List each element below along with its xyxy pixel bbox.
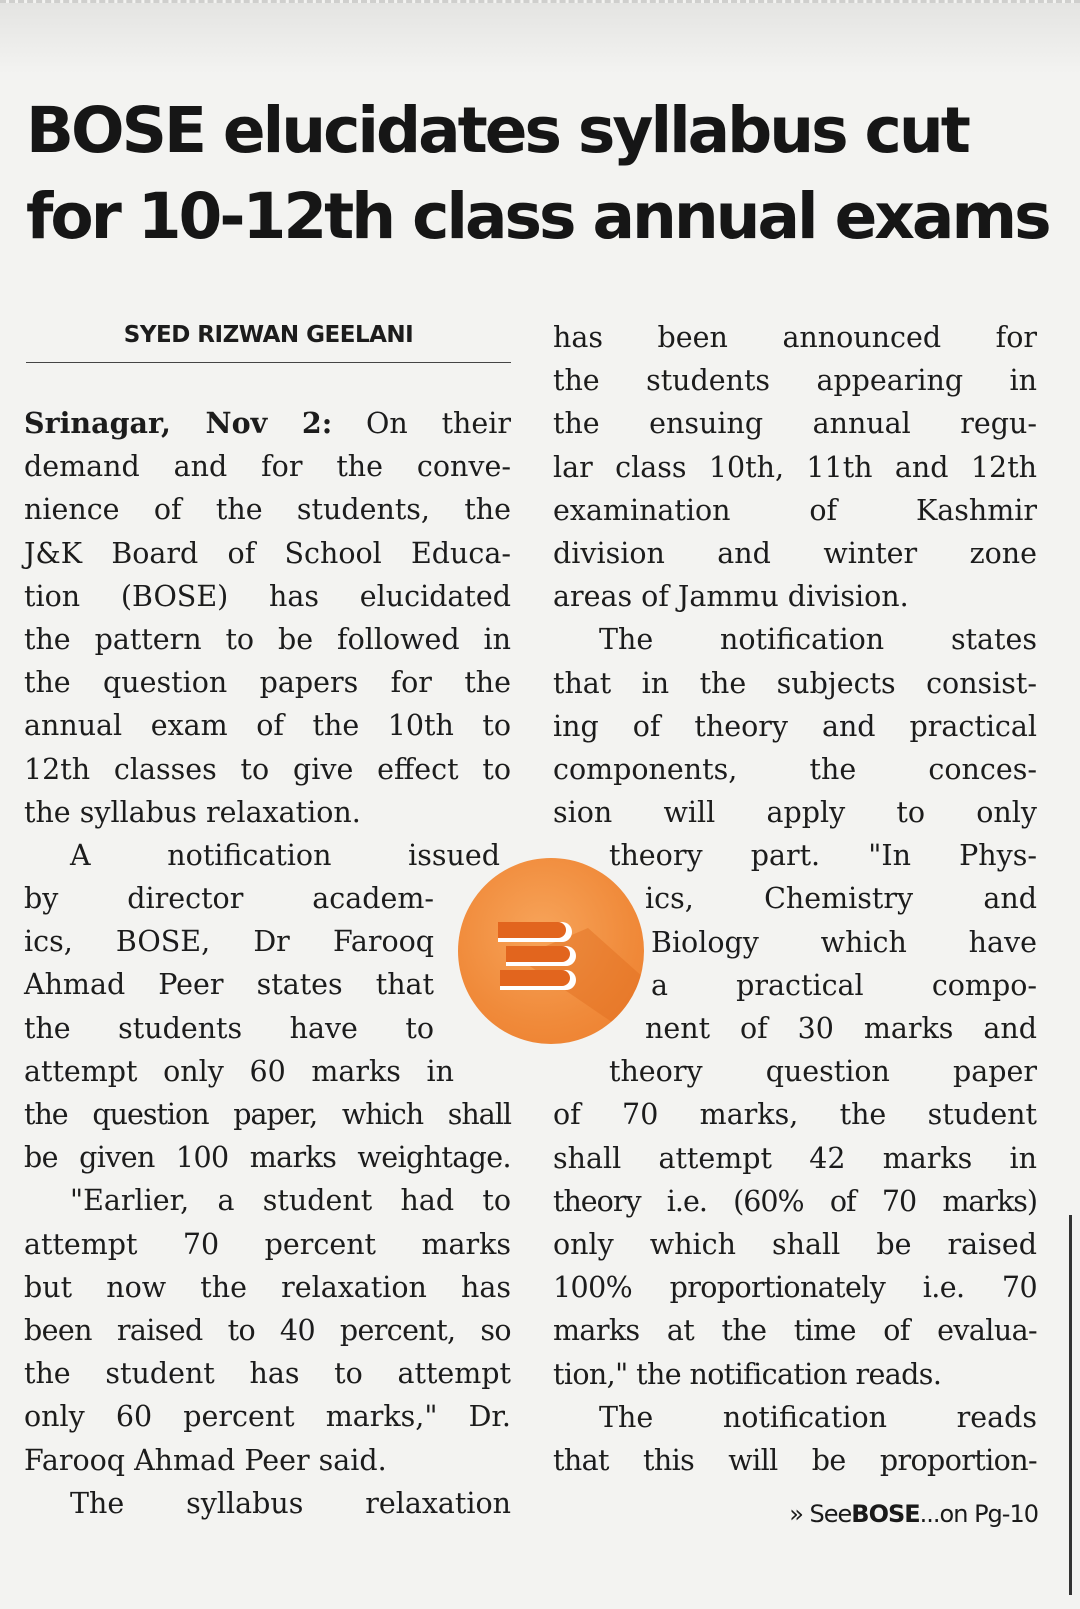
paragraph-line: 100% proportionately i.e. 70 (553, 1271, 1037, 1305)
paragraph-line: annual exam of the 10th to (24, 709, 511, 743)
paragraph-line: attempt 70 percent marks (24, 1227, 511, 1261)
top-strip (0, 0, 1080, 74)
paragraph-line: examination of Kashmir (553, 493, 1037, 527)
paragraph-line: marks at the time of evalua- (553, 1314, 1037, 1348)
paragraph-line: that this will be proportion- (553, 1443, 1037, 1477)
paragraph-line: ing of theory and practical (553, 709, 1037, 743)
paragraph-line: demand and for the conve- (24, 450, 511, 484)
paragraph-line: only which shall be raised (553, 1227, 1037, 1261)
paragraph-line: lar class 10th, 11th and 12th (553, 450, 1037, 484)
byline: SYED RIZWAN GEELANI (26, 322, 511, 363)
paragraph-line: The notification states (599, 623, 1037, 657)
paragraph-line: sion will apply to only (553, 796, 1037, 830)
headline (26, 88, 1049, 260)
paragraph-line: nent of 30 marks and (645, 1012, 1037, 1045)
headline-line-1: BOSE elucidates syllabus cut (26, 94, 968, 167)
paragraph-line: the ensuing annual regu- (553, 407, 1037, 441)
paragraph-line: be given 100 marks weightage. (24, 1141, 511, 1175)
paragraph-line: areas of Jammu division. (553, 580, 909, 614)
paragraph-line: The syllabus relaxation (70, 1486, 511, 1520)
continuation-keyword: BOSE (851, 1500, 920, 1528)
paragraph-line: by director academ- (24, 882, 434, 916)
books-icon-circle (458, 858, 644, 1044)
paragraph-line: the students appearing in (553, 364, 1037, 398)
paragraph-line: been raised to 40 percent, so (24, 1313, 511, 1347)
paragraph-line: A notification issued (70, 838, 500, 872)
paragraph-line: theory question paper (609, 1055, 1037, 1089)
paragraph-line: components, the conces- (553, 752, 1037, 786)
paragraph-line: J&K Board of School Educa- (24, 536, 511, 570)
paragraph-line: division and winter zone (553, 536, 1037, 570)
paragraph-line: of 70 marks, the student (553, 1098, 1037, 1132)
paragraph-line: the students have to (24, 1011, 434, 1045)
paragraph-line: The notification reads (599, 1400, 1037, 1434)
books-icon (458, 858, 644, 1044)
edge-bar (1069, 1215, 1072, 1595)
paragraph-line: a practical compo- (651, 968, 1037, 1002)
paragraph-line: ics, Chemistry and (645, 882, 1037, 916)
continuation-prefix: See (809, 1500, 852, 1528)
paragraph-line: the question paper, which shall (24, 1098, 511, 1131)
paragraph-line: only 60 percent marks," Dr. (24, 1400, 511, 1434)
paragraph-line: Srinagar, Nov 2: On their (24, 406, 512, 440)
paragraph-line: has been announced for (553, 321, 1037, 354)
paragraph-line: ics, BOSE, Dr Farooq (24, 925, 434, 959)
paragraph-line: Farooq Ahmad Peer said. (24, 1443, 387, 1477)
paragraph-line: tion (BOSE) has elucidated (24, 579, 511, 613)
chevron-double-right-icon: » (789, 1500, 803, 1528)
paragraph-line: Ahmad Peer states that (24, 968, 434, 1002)
paragraph-line: the syllabus relaxation. (24, 795, 361, 829)
paragraph-line: the student has to attempt (24, 1357, 511, 1391)
dateline: Srinagar, Nov 2: (24, 406, 333, 440)
paragraph-line: that in the subjects consist- (553, 666, 1037, 700)
paragraph-line: theory i.e. (60% of 70 marks) (553, 1184, 1037, 1218)
paragraph-line: the question papers for the (24, 666, 511, 700)
paragraph-line: nience of the students, the (24, 493, 511, 527)
continuation-suffix: ...on Pg-10 (919, 1500, 1038, 1528)
paragraph-line: 12th classes to give effect to (24, 752, 511, 786)
paragraph-line: theory part. "In Phys- (609, 839, 1037, 873)
paragraph-line: attempt only 60 marks in (24, 1054, 454, 1088)
paragraph-line: Biology which have (651, 925, 1037, 959)
left-column (24, 402, 511, 1525)
paragraph-line: the pattern to be followed in (24, 622, 511, 656)
continuation-link[interactable] (789, 1500, 1038, 1528)
paragraph-line: but now the relaxation has (24, 1270, 511, 1304)
paragraph-line: "Earlier, a student had to (70, 1184, 511, 1218)
headline-line-2: for 10-12th class annual exams (26, 180, 1049, 253)
paragraph-line: shall attempt 42 marks in (553, 1141, 1037, 1175)
paragraph-line: tion," the notification reads. (553, 1357, 942, 1391)
